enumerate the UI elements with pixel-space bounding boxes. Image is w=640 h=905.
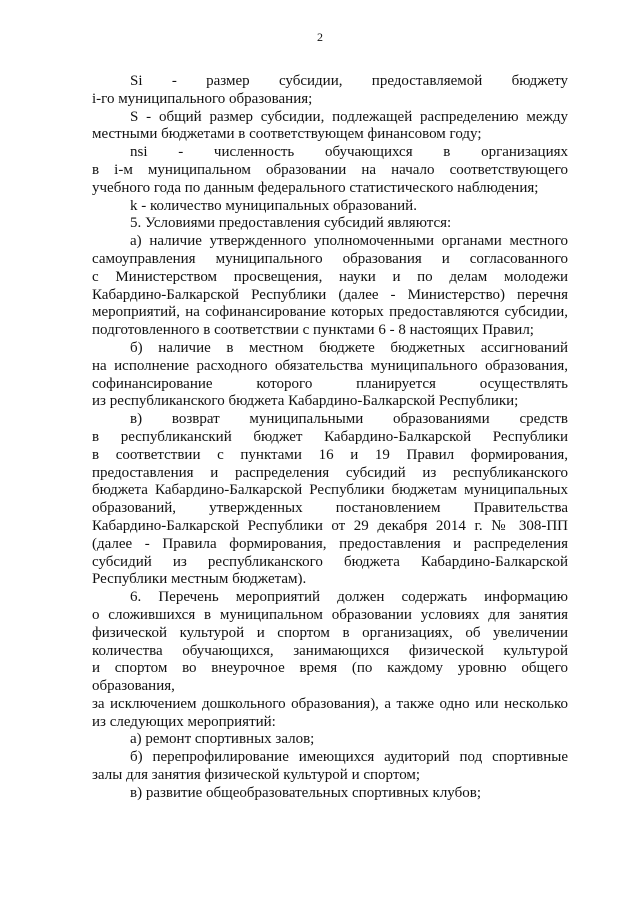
text-line: залы для занятия физической культурой и спортом; [92, 767, 421, 784]
text-line: местными бюджетами в соответствующем финансовом году; [92, 126, 482, 143]
text-line: 6. Перечень мероприятий должен содержать информацию [130, 589, 568, 606]
text-line: а) наличие утвержденного уполномоченными органами местного [130, 233, 568, 250]
text-line: Кабардино-Балкарской Республики от 29 декабря 2014 г. № 308-ПП [92, 517, 568, 534]
text-line: количества обучающихся, занимающихся физической культурой [92, 642, 568, 659]
text-line: образований, утвержденных постановлением Правительства [92, 500, 568, 517]
text-line: б) наличие в местном бюджете бюджетных ассигнований [130, 339, 568, 356]
text-line: из республиканского бюджета Кабардино-Балкарской Республики; [92, 393, 519, 410]
text-line: в) развитие общеобразовательных спортивных клубов; [130, 784, 481, 801]
text-line: S - общий размер субсидии, подлежащей распределению между [130, 108, 568, 125]
text-line: из следующих мероприятий: [92, 713, 276, 730]
text-line: Si - размер субсидии, предоставляемой бюджету [130, 73, 568, 89]
text-line: физической культурой и спортом в организациях, об увеличении [92, 624, 568, 641]
text-line: образования, [92, 678, 175, 695]
text-line: (далее - Правила формирования, предоставления и распределения [92, 535, 568, 552]
text-line: Кабардино-Балкарской Республики (далее - Министерство) перечня [92, 286, 568, 303]
text-line: в) возврат муниципальными образованиями средств [130, 411, 568, 428]
text-line: софинансирование которого планируется осуществлять [92, 375, 568, 392]
text-line: на исполнение расходного обязательства муниципального образования, [92, 357, 568, 374]
text-line: бюджета Кабардино-Балкарской Республики бюджетам муниципальных [92, 482, 568, 499]
document-body [92, 73, 568, 803]
page-number: 2 [317, 30, 323, 44]
text-line: в республиканский бюджет Кабардино-Балкарской Республики [92, 428, 568, 445]
text-line: nsi - численность обучающихся в организациях [130, 144, 568, 161]
text-line: а) ремонт спортивных залов; [130, 731, 315, 748]
text-line: за исключением дошкольного образования), а также одно или несколько [92, 695, 568, 712]
text-line: Республики местным бюджетам). [92, 571, 307, 588]
text-line: о сложившихся в муниципальном образовании условиях для занятия [92, 606, 568, 623]
text-line: б) перепрофилирование имеющихся аудиторий под спортивные [130, 749, 568, 766]
text-line: предоставления и распределения субсидий из республиканского [92, 464, 568, 481]
text-line: в соответствии с пунктами 16 и 19 Правил формирования, [92, 446, 568, 463]
text-line: с Министерством просвещения, науки и по делам молодежи [92, 268, 568, 285]
text-line: k - количество муниципальных образований. [130, 197, 417, 214]
text-line: учебного года по данным федерального статистического наблюдения; [92, 179, 539, 196]
text-line: подготовленного в соответствии с пунктами 6 - 8 настоящих Правил; [92, 322, 534, 339]
text-line: мероприятий, на софинансирование которых предоставляются субсидии, [92, 304, 568, 321]
text-line: субсидий из республиканского бюджета Кабардино-Балкарской [92, 553, 568, 570]
text-line: самоуправления муниципального образования и согласованного [92, 250, 568, 267]
text-line: i-го муниципального образования; [92, 90, 313, 107]
text-line: и спортом во внеурочное время (по каждому уровню общего [92, 660, 568, 677]
text-line: в i-м муниципальном образовании на начало соответствующего [92, 161, 568, 178]
text-line: 5. Условиями предоставления субсидий являются: [130, 215, 452, 232]
